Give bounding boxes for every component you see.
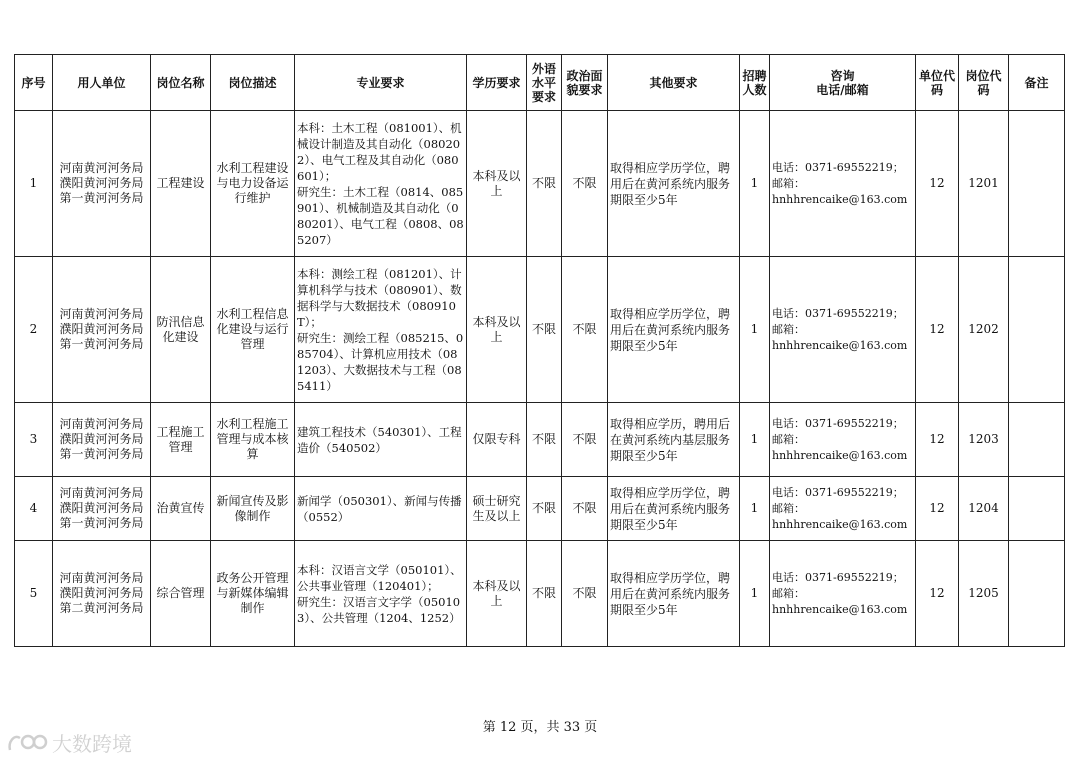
header-foreign-lang: 外语水平要求 — [527, 55, 562, 111]
cell-major — [295, 477, 467, 541]
cell-remark — [1009, 403, 1065, 477]
cell-contact — [770, 477, 916, 541]
cell-post-name: 工程建设 — [151, 111, 211, 257]
page-number: 第 12 页，共 33 页 — [482, 720, 598, 735]
major-line: 本科：汉语言文学（050101）、公共事业管理（120401）； — [297, 562, 462, 593]
cell-seq: 3 — [15, 403, 53, 477]
cell-employer: 河南黄河河务局濮阳黄河河务局第一黄河河务局 — [53, 477, 151, 541]
cell-remark — [1009, 257, 1065, 403]
cell-political: 不限 — [562, 403, 608, 477]
header-other: 其他要求 — [608, 55, 740, 111]
contact-email: hnhhrencaike@163.com — [772, 517, 908, 531]
contact-email: hnhhrencaike@163.com — [772, 192, 908, 206]
major-line: 研究生：测绘工程（085215、085704）、计算机应用技术（081203）、大数据技术与工程（085411） — [297, 330, 464, 393]
cell-unit-code: 12 — [916, 111, 959, 257]
major-line: 研究生：汉语言文字学（050103）、公共管理（1204、1252） — [297, 594, 461, 625]
major-line: 本科：土木工程（081001）、机械设计制造及其自动化（080202）、电气工程及其自动化（080601）； — [297, 120, 462, 183]
contact-phone: 电话：0371-69552219； — [772, 416, 904, 430]
watermark-logo-icon — [6, 730, 48, 756]
cell-political: 不限 — [562, 111, 608, 257]
cell-political: 不限 — [562, 477, 608, 541]
cell-other: 取得相应学历学位，聘用后在黄河系统内服务期限至少5年 — [608, 257, 740, 403]
watermark — [6, 728, 132, 757]
major-line: 新闻学（050301）、新闻与传播（0552） — [297, 493, 462, 524]
table-row — [15, 111, 1065, 257]
cell-other: 取得相应学历学位，聘用后在黄河系统内服务期限至少5年 — [608, 477, 740, 541]
cell-post-code: 1201 — [959, 111, 1009, 257]
contact-email-label: 邮箱： — [772, 586, 805, 600]
cell-contact — [770, 541, 916, 647]
header-unit-code: 单位代码 — [916, 55, 959, 111]
cell-remark — [1009, 541, 1065, 647]
cell-seq: 4 — [15, 477, 53, 541]
cell-post-name: 综合管理 — [151, 541, 211, 647]
header-row — [15, 55, 1065, 111]
cell-education: 本科及以上 — [467, 541, 527, 647]
table-row — [15, 257, 1065, 403]
contact-email-label: 邮箱： — [772, 432, 805, 446]
cell-post-code: 1205 — [959, 541, 1009, 647]
header-education: 学历要求 — [467, 55, 527, 111]
header-contact — [770, 55, 916, 111]
cell-contact — [770, 403, 916, 477]
cell-quota: 1 — [740, 541, 770, 647]
major-line: 建筑工程技术（540301）、工程造价（540502） — [297, 424, 462, 455]
cell-post-code: 1204 — [959, 477, 1009, 541]
cell-quota: 1 — [740, 257, 770, 403]
cell-post-name: 治黄宣传 — [151, 477, 211, 541]
cell-unit-code: 12 — [916, 541, 959, 647]
cell-unit-code: 12 — [916, 403, 959, 477]
cell-post-desc: 水利工程施工管理与成本核算 — [211, 403, 295, 477]
cell-major — [295, 541, 467, 647]
cell-unit-code: 12 — [916, 257, 959, 403]
cell-seq: 1 — [15, 111, 53, 257]
cell-post-desc: 新闻宣传及影像制作 — [211, 477, 295, 541]
header-major: 专业要求 — [295, 55, 467, 111]
cell-political: 不限 — [562, 541, 608, 647]
header-employer: 用人单位 — [53, 55, 151, 111]
cell-education: 仅限专科 — [467, 403, 527, 477]
cell-major — [295, 403, 467, 477]
cell-other: 取得相应学历学位，聘用后在黄河系统内服务期限至少5年 — [608, 541, 740, 647]
contact-phone: 电话：0371-69552219； — [772, 160, 904, 174]
header-post-desc: 岗位描述 — [211, 55, 295, 111]
contact-email: hnhhrencaike@163.com — [772, 448, 908, 462]
cell-foreign-lang: 不限 — [527, 403, 562, 477]
contact-email-label: 邮箱： — [772, 176, 805, 190]
cell-contact — [770, 111, 916, 257]
major-line: 本科：测绘工程（081201）、计算机科学与技术（080901）、数据科学与大数据技术（080910T）； — [297, 266, 462, 329]
cell-employer: 河南黄河河务局濮阳黄河河务局第一黄河河务局 — [53, 111, 151, 257]
recruitment-table — [14, 54, 1065, 647]
cell-seq: 5 — [15, 541, 53, 647]
cell-employer: 河南黄河河务局濮阳黄河河务局第二黄河河务局 — [53, 541, 151, 647]
table-row — [15, 403, 1065, 477]
cell-post-desc: 政务公开管理与新媒体编辑制作 — [211, 541, 295, 647]
watermark-text: 大数跨境 — [52, 732, 132, 756]
cell-seq: 2 — [15, 257, 53, 403]
contact-email: hnhhrencaike@163.com — [772, 338, 908, 352]
cell-post-desc: 水利工程信息化建设与运行管理 — [211, 257, 295, 403]
cell-quota: 1 — [740, 111, 770, 257]
contact-email-label: 邮箱： — [772, 322, 805, 336]
cell-quota: 1 — [740, 403, 770, 477]
cell-employer: 河南黄河河务局濮阳黄河河务局第一黄河河务局 — [53, 257, 151, 403]
cell-post-code: 1202 — [959, 257, 1009, 403]
cell-contact — [770, 257, 916, 403]
cell-quota: 1 — [740, 477, 770, 541]
header-remark: 备注 — [1009, 55, 1065, 111]
cell-education: 本科及以上 — [467, 257, 527, 403]
contact-email-label: 邮箱： — [772, 501, 805, 515]
cell-post-name: 防汛信息化建设 — [151, 257, 211, 403]
cell-employer: 河南黄河河务局濮阳黄河河务局第一黄河河务局 — [53, 403, 151, 477]
contact-phone: 电话：0371-69552219； — [772, 306, 904, 320]
table-row — [15, 477, 1065, 541]
cell-major — [295, 257, 467, 403]
table-row — [15, 541, 1065, 647]
cell-education: 本科及以上 — [467, 111, 527, 257]
contact-email: hnhhrencaike@163.com — [772, 602, 908, 616]
cell-political: 不限 — [562, 257, 608, 403]
cell-education: 硕士研究生及以上 — [467, 477, 527, 541]
cell-remark — [1009, 111, 1065, 257]
cell-other: 取得相应学历，聘用后在黄河系统内基层服务期限至少5年 — [608, 403, 740, 477]
header-quota: 招聘人数 — [740, 55, 770, 111]
header-political: 政治面貌要求 — [562, 55, 608, 111]
cell-post-code: 1203 — [959, 403, 1009, 477]
cell-foreign-lang: 不限 — [527, 111, 562, 257]
header-post-code: 岗位代码 — [959, 55, 1009, 111]
cell-major — [295, 111, 467, 257]
contact-phone: 电话：0371-69552219； — [772, 485, 904, 499]
contact-phone: 电话：0371-69552219； — [772, 570, 904, 584]
cell-unit-code: 12 — [916, 477, 959, 541]
cell-foreign-lang: 不限 — [527, 477, 562, 541]
cell-post-name: 工程施工管理 — [151, 403, 211, 477]
header-post-name: 岗位名称 — [151, 55, 211, 111]
major-line: 研究生：土木工程（0814、085901）、机械制造及其自动化（080201）、电气工程（0808、085207） — [297, 184, 464, 247]
header-seq: 序号 — [15, 55, 53, 111]
cell-other: 取得相应学历学位，聘用后在黄河系统内服务期限至少5年 — [608, 111, 740, 257]
cell-remark — [1009, 477, 1065, 541]
cell-post-desc: 水利工程建设与电力设备运行维护 — [211, 111, 295, 257]
header-contact-sub: 电话/邮箱 — [816, 82, 869, 97]
cell-foreign-lang: 不限 — [527, 541, 562, 647]
cell-foreign-lang: 不限 — [527, 257, 562, 403]
header-contact-title: 咨询 — [830, 68, 855, 83]
